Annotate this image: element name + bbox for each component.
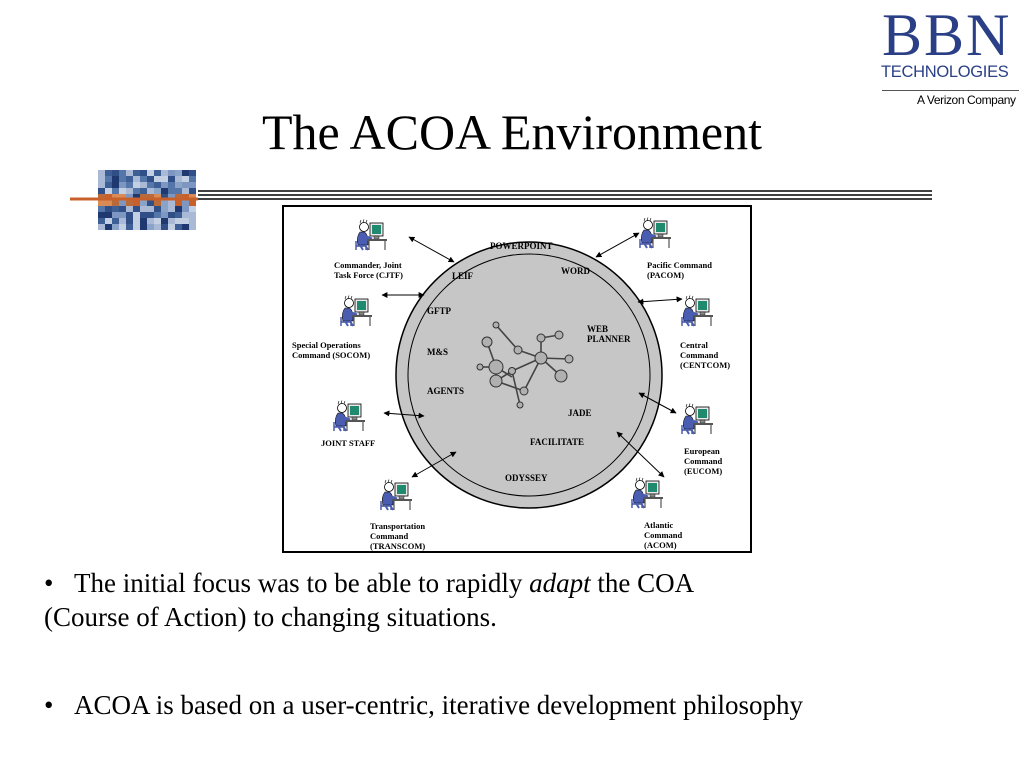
logo-rule bbox=[882, 90, 1019, 91]
label-eucom: European Command (EUCOM) bbox=[684, 446, 723, 476]
bullet-2-text: ACOA is based on a user-centric, iterative development philosophy bbox=[74, 690, 804, 720]
label-facilitate: FACILITATE bbox=[530, 437, 585, 447]
user-socom-icon bbox=[341, 296, 372, 327]
bullet-1-text-b: the COA bbox=[590, 568, 695, 598]
label-transcom: Transportation Command (TRANSCOM) bbox=[370, 521, 426, 551]
label-jade: JADE bbox=[568, 408, 592, 418]
logo-tagline: A Verizon Company bbox=[917, 93, 1016, 107]
user-pacom-icon bbox=[640, 218, 671, 249]
label-cjtf: Commander, Joint Task Force (CJTF) bbox=[334, 260, 403, 280]
label-leif: LEIF bbox=[452, 271, 474, 281]
logo-mark: BBN bbox=[882, 2, 1012, 68]
acoa-outer-circle bbox=[396, 242, 662, 508]
label-socom: Special Operations Command (SOCOM) bbox=[292, 340, 371, 360]
user-joint-staff-icon bbox=[334, 401, 365, 432]
label-odyssey: ODYSSEY bbox=[505, 473, 548, 483]
label-joint-staff: JOINT STAFF bbox=[321, 438, 376, 448]
label-word: WORD bbox=[561, 266, 590, 276]
bullet-symbol: • bbox=[44, 568, 54, 598]
bullet-1-text-c: (Course of Action) to changing situations. bbox=[44, 602, 497, 632]
decorative-rule bbox=[70, 190, 932, 204]
label-gftp: GFTP bbox=[427, 306, 451, 316]
user-transcom-icon bbox=[381, 480, 412, 511]
bullet-user-centric bbox=[44, 688, 1014, 722]
label-ms: M&S bbox=[427, 347, 448, 357]
label-powerpoint: POWERPOINT bbox=[490, 241, 553, 251]
label-centcom: Central Command (CENTCOM) bbox=[680, 340, 731, 370]
bullet-symbol: • bbox=[44, 690, 54, 720]
label-pacom: Pacific Command (PACOM) bbox=[647, 260, 712, 280]
user-acom-icon bbox=[632, 478, 663, 509]
user-cjtf-icon bbox=[356, 220, 387, 251]
acoa-diagram bbox=[282, 205, 752, 553]
user-centcom-icon bbox=[682, 296, 713, 327]
label-web-planner: WEB PLANNER bbox=[587, 324, 631, 344]
logo-technologies: TECHNOLOGIES bbox=[881, 63, 1009, 81]
label-acom: Atlantic Command (ACOM) bbox=[644, 520, 683, 550]
bullet-1-text-a: The initial focus was to be able to rapidly bbox=[74, 568, 530, 598]
bullet-initial-focus bbox=[44, 566, 944, 634]
bullet-1-emphasis: adapt bbox=[529, 568, 591, 598]
label-agents: AGENTS bbox=[427, 386, 465, 396]
bbn-logo bbox=[880, 4, 1020, 108]
slide-title: The ACOA Environment bbox=[262, 104, 762, 160]
user-eucom-icon bbox=[682, 404, 713, 435]
